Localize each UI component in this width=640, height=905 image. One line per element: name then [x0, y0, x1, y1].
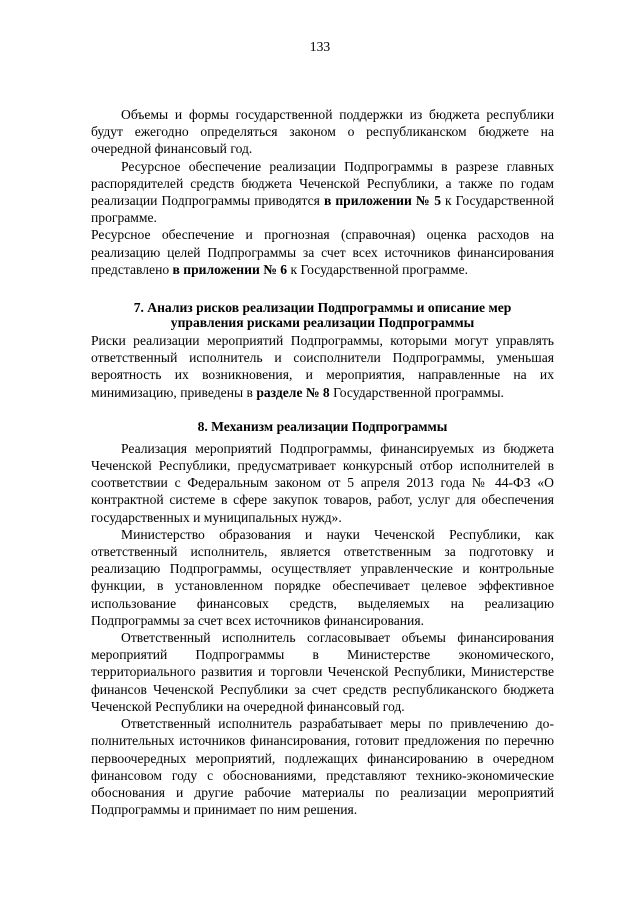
- paragraph-text-tail: Государственной программы.: [329, 384, 504, 400]
- document-body: [91, 106, 554, 818]
- paragraph-text: Ресурсное обеспечение реализации Подпрограммы в разрезе главных распорядителей средств бюджета Чеченской Республики, а также по годам реализации Подпрограммы приводятся: [91, 158, 554, 209]
- paragraph-state-support: Объемы и формы государственной поддержки из бюджета республики будут ежегодно определяться законом о республиканском бюджете на очередной финансовый год.: [91, 107, 554, 157]
- paragraph-ministry-responsibility: Министерство образования и науки Чеченской Республики, как ответственный исполнитель, является ответственным за подготовку и реализацию Подпрограммы, осуществляет управленческие и контрольные функции, в установленном порядке обеспечивает целевое эффективное использование финансовых средств, выделяемых на реализацию Подпрограммы за счет всех источников финансирования.: [91, 526, 554, 628]
- paragraph-text: Ресурсное обеспечение и прогнозная (справочная) оценка расходов на реализацию целей Подпрограммы за счет всех источников финансирования представлено: [91, 227, 554, 277]
- paragraph-text-tail: к Государственной программе.: [91, 193, 554, 226]
- appendix-6-reference: в приложении № 6: [172, 261, 288, 277]
- paragraph-implementation: Реализация мероприятий Подпрограммы, финансируемых из бюджета Чеченской Республики, предусматривает конкурсный отбор исполнителей в соответствии с Федеральным законом от 5 апреля 2013 года № 44-ФЗ «О контрактной системе в сфере закупок товаров, работ, услуг для обеспечения государственных и муниципальных нужд».: [91, 440, 554, 525]
- paragraph-financing-coordination: Ответственный исполнитель согласовывает объемы финансирования мероприятий Подпрограммы в Министерстве экономического, территориального развития и торговли Чеченской Республики, Министерстве финансов Чеченской Республики за счет средств республиканского бюджета Чеченской Республики на очередной финансовый год.: [91, 630, 554, 714]
- section-7-heading-line-1: 7. Анализ рисков реализации Подпрограммы и описание мер: [133, 300, 512, 316]
- paragraph-resource-provision-appendix-6: [91, 226, 554, 278]
- page-number: 133: [309, 39, 331, 54]
- section-8-heading: 8. Механизм реализации Подпрограммы: [197, 418, 448, 434]
- section-7-heading: [91, 300, 554, 330]
- section-8-reference: разделе № 8: [256, 384, 330, 400]
- section-7-heading-line-2: управления рисками реализации Подпрограммы: [170, 315, 475, 331]
- paragraph-risks: [91, 332, 554, 401]
- paragraph-text: Риски реализации мероприятий Подпрограммы, которыми могут управлять ответственный исполнитель и соисполнители Подпрограммы, уменьшая вероятность их возникновения, и мероприятия, направленные на их минимизацию, приведены в: [91, 333, 554, 400]
- appendix-5-reference: в приложении № 5: [323, 193, 441, 209]
- paragraph-text-tail: к Государственной программе.: [287, 261, 469, 277]
- paragraph-resource-provision-appendix-5: [91, 158, 554, 227]
- paragraph-additional-sources: Ответственный исполнитель разрабатывает меры по привлечению до-полнительных источников финансирования, готовит предложения по перечню первоочередных мероприятий, подлежащих финансированию в очередном финансовом году с обоснованиями, представляют технико-экономические обоснования и другие рабочие материалы по реализации мероприятий Подпрограммы и принимает по ним решения.: [91, 716, 554, 818]
